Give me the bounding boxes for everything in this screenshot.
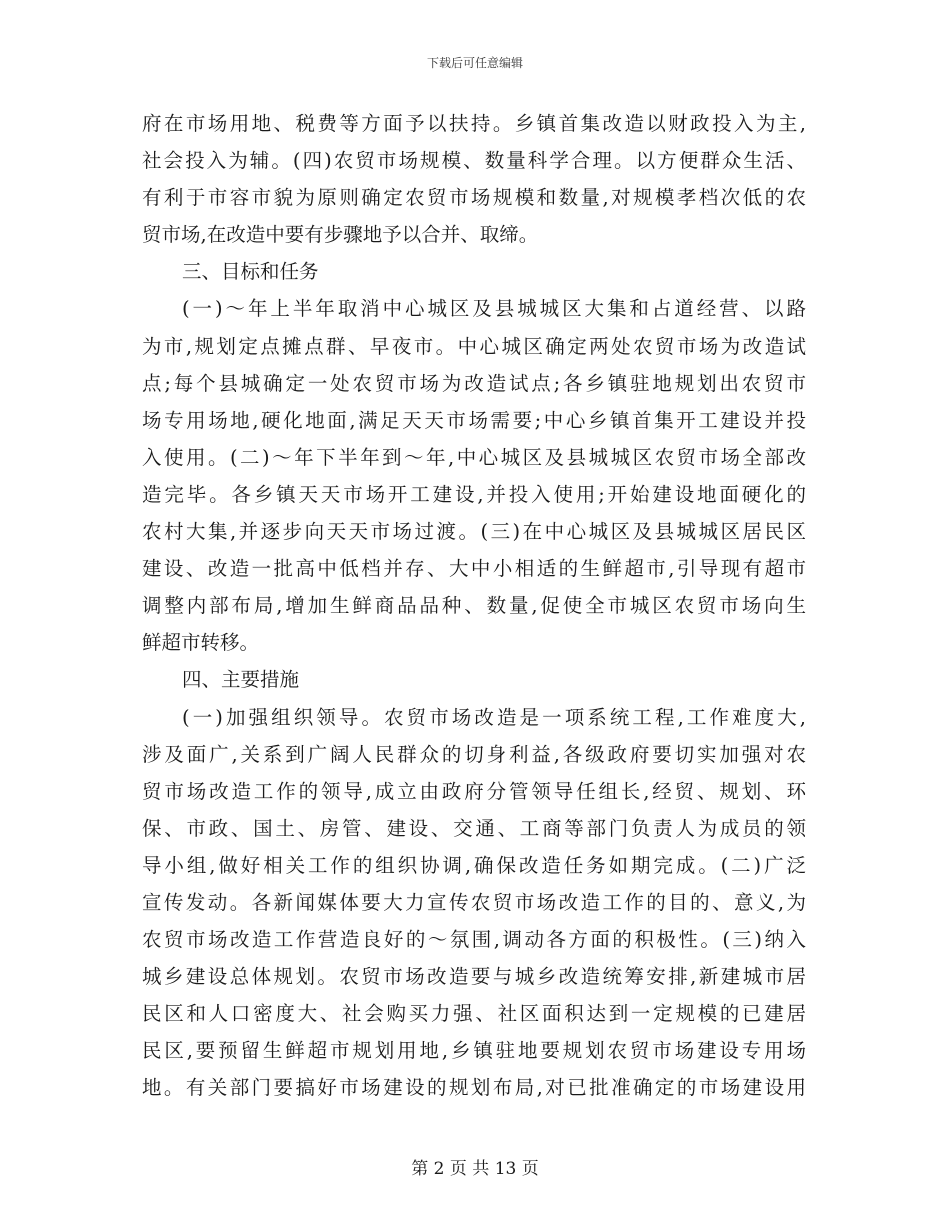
body-line: 民区,要预留生鲜超市规划用地,乡镇驻地要规划农贸市场建设专用场 (142, 1039, 806, 1063)
body-line: 建设、改造一批高中低档并存、大中小相适的生鲜超市,引导现有超市 (142, 557, 806, 581)
document-body (142, 105, 806, 1107)
body-line: 为市,规划定点摊点群、早夜市。中心城区确定两处农贸市场为改造试 (142, 334, 806, 358)
body-line: 府在市场用地、税费等方面予以扶持。乡镇首集改造以财政投入为主, (142, 112, 806, 135)
body-line: 鲜超市转移。 (142, 631, 260, 655)
body-line: 城乡建设总体规划。农贸市场改造要与城乡改造统筹安排,新建城市居 (142, 965, 806, 989)
body-line: 场专用场地,硬化地面,满足天天市场需要;中心乡镇首集开工建设并投 (142, 408, 806, 432)
body-line: 贸市场,在改造中要有步骤地予以合并、取缔。 (142, 223, 539, 247)
body-line: 点;每个县城确定一处农贸市场为改造试点;各乡镇驻地规划出农贸市 (142, 371, 806, 395)
body-line: (一)加强组织领导。农贸市场改造是一项系统工程,工作难度大, (182, 705, 806, 729)
body-line: (一)～年上半年取消中心城区及县城城区大集和占道经营、以路 (182, 297, 806, 321)
section-heading: 四、主要措施 (182, 668, 300, 692)
body-line: 农贸市场改造工作营造良好的～氛围,调动各方面的积极性。(三)纳入 (142, 928, 806, 952)
body-line: 保、市政、国土、房管、建设、交通、工商等部门负责人为成员的领 (142, 816, 806, 840)
body-line: 社会投入为辅。(四)农贸市场规模、数量科学合理。以方便群众生活、 (142, 149, 806, 173)
body-line: 贸市场改造工作的领导,成立由政府分管领导任组长,经贸、规划、环 (142, 779, 806, 803)
body-line: 民区和人口密度大、社会购买力强、社区面积达到一定规模的已建居 (142, 1002, 806, 1026)
body-line: 导小组,做好相关工作的组织协调,确保改造任务如期完成。(二)广泛 (142, 853, 806, 877)
body-line: 农村大集,并逐步向天天市场过渡。(三)在中心城区及县城城区居民区 (142, 520, 806, 544)
body-line: 宣传发动。各新闻媒体要大力宣传农贸市场改造工作的目的、意义,为 (142, 890, 806, 914)
body-line: 地。有关部门要搞好市场建设的规划布局,对已批准确定的市场建设用 (142, 1076, 806, 1100)
body-line: 入使用。(二)～年下半年到～年,中心城区及县城城区农贸市场全部改 (142, 445, 806, 469)
body-line: 有利于市容市貌为原则确定农贸市场规模和数量,对规模孝档次低的农 (142, 186, 806, 210)
page-header: 下载后可任意编辑 (426, 56, 523, 70)
body-line: 涉及面广,关系到广阔人民群众的切身利益,各级政府要切实加强对农 (142, 742, 806, 766)
body-line: 调整内部布局,增加生鲜商品品种、数量,促使全市城区农贸市场向生 (142, 594, 806, 618)
section-heading: 三、目标和任务 (182, 260, 319, 284)
body-line: 造完毕。各乡镇天天市场开工建设,并投入使用;开始建设地面硬化的 (142, 482, 806, 506)
page-number-footer: 第 2 页 共 13 页 (411, 1159, 539, 1179)
